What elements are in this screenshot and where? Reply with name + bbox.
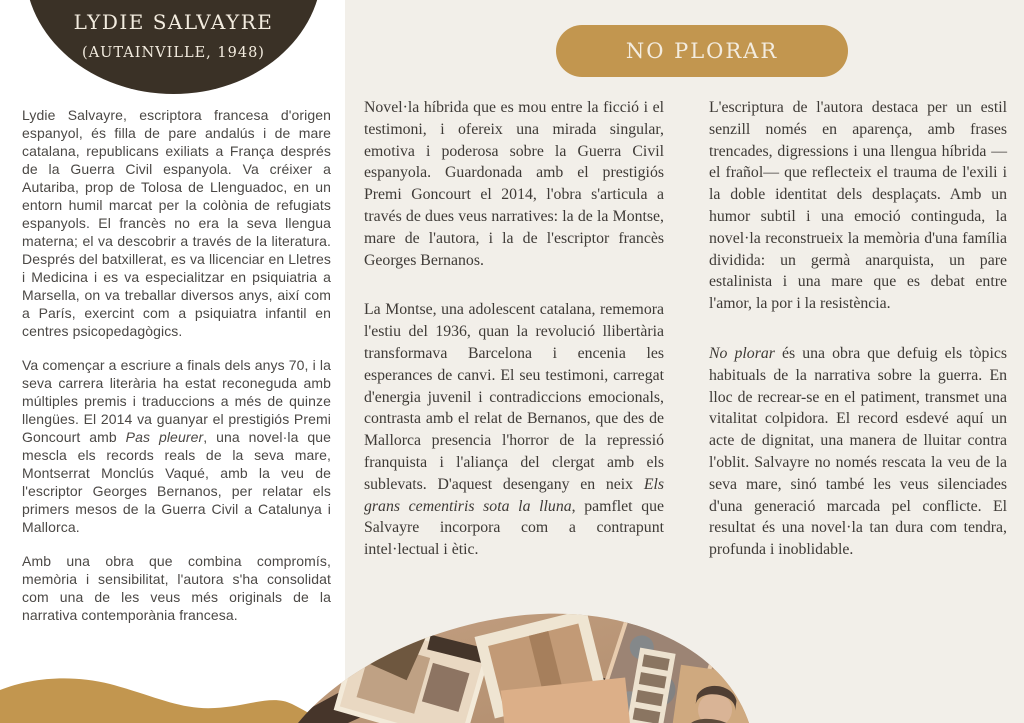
bio-paragraph-3: Amb una obra que combina compromís, memòria i sensibilitat, l'autora s'ha consolidat com una de les veus més originals de la narrativa contemporània francesa. [22,553,331,623]
review-paragraph-1: Novel·la híbrida que es mou entre la ficció i el testimoni, i ofereix una mirada singular, emotiva i poderosa sobre la Guerra Civil espanyola. Guardonada amb el prestigiós Premi Goncourt el 2014, l'obra s'articula a través de dues veus narratives: la de la Montse, mare de l'autora, i la de l'escriptor francès Georges Bernanos. [364,99,664,269]
review-paragraph-3: L'escriptura de l'autora destaca per un estil senzill només en aparença, amb frases trencades, digressions i una llengua híbrida —el frañol— que reflecteix el trauma de l'exili i la doble identitat dels desplaçats. Amb un humor subtil i una emoció continguda, la novel·la reconstrueix la memòria d'una família dividida: un germà anarquista, un pare estalinista i una mare que es debat entre l'amor, la por i la resistència. [709,99,1007,313]
vintage-photographs-collage-image [278,598,756,723]
review-column-2 [709,97,1007,561]
review-column-1 [364,97,664,561]
bio-paragraph-2: Va començar a escriure a finals dels anys 70, i la seva carrera literària ha estat reconeguda amb múltiples premis i traduccions a més de quinze llengües. El 2014 va guanyar el prestigiós Premi Goncourt amb Pas pleurer, una novel·la que mescla els records reals de la seva mare, Montserrat Monclús Vaqué, amb la veu de l'escriptor Georges Bernanos, per relatar els primers mesos de la Guerra Civil a Catalunya i Mallorca. [22,357,331,535]
author-name: LYDIE SALVAYRE [73,10,274,34]
author-card [25,10,322,61]
bio-paragraph-1: Lydie Salvayre, escriptora francesa d'origen espanyol, és filla de pare andalús i de mare catalana, republicans exiliats a França després de la Guerra Civil espanyola. Va créixer a Autariba, prop de Tolosa de Llenguadoc, en un entorn humil marcat per la colònia de refugiats espanyols. El francès no era la seva llengua materna; el va descobrir a través de la literatura. Després del batxillerat, es va llicenciar en Lletres i Medicina i es va especialitzar en psiquiatria a Marsella, on va treballar diversos anys, així com a París, exercint com a psiquiatra infantil en centres psicopedagògics. [22,107,331,339]
title-banner [556,25,848,77]
review-paragraph-4: No plorar és una obra que defuig els tòpics habituals de la narrativa sobre la guerra. En lloc de recrear-se en el patiment, transmet una vitalitat colpidora. El record esdevé aquí un acte de dignitat, una manera de lluitar contra l'oblit. Salvayre no només rescata la veu de la seva mare, sinó també les veus silenciades d'una generació marcada pel conflicte. El resultat és una novel·la tan dura com tendra, profunda i inoblidable. [709,344,1007,559]
author-origin: (AUTAINVILLE, 1948) [82,45,265,61]
photo-portrait [673,665,756,723]
book-title: NO PLORAR [625,39,779,63]
biography-column [22,106,331,640]
review-paragraph-2: La Montse, una adolescent catalana, rememora l'estiu del 1936, quan la revolució llibertària transformava Barcelona i encenia les esperances de canvi. El seu testimoni, carregat d'energia juvenil i contradiccions emocionals, contrasta amb el relat de Bernanos, que des de Mallorca presencia l'horror de la repressió franquista i l'aliança del clergat amb els sublevats. D'aquest desengany en neix Els grans cementiris sota la lluna, pamflet que Salvayre incorpora com a contrapunt intel·lectual i ètic. [364,301,664,559]
